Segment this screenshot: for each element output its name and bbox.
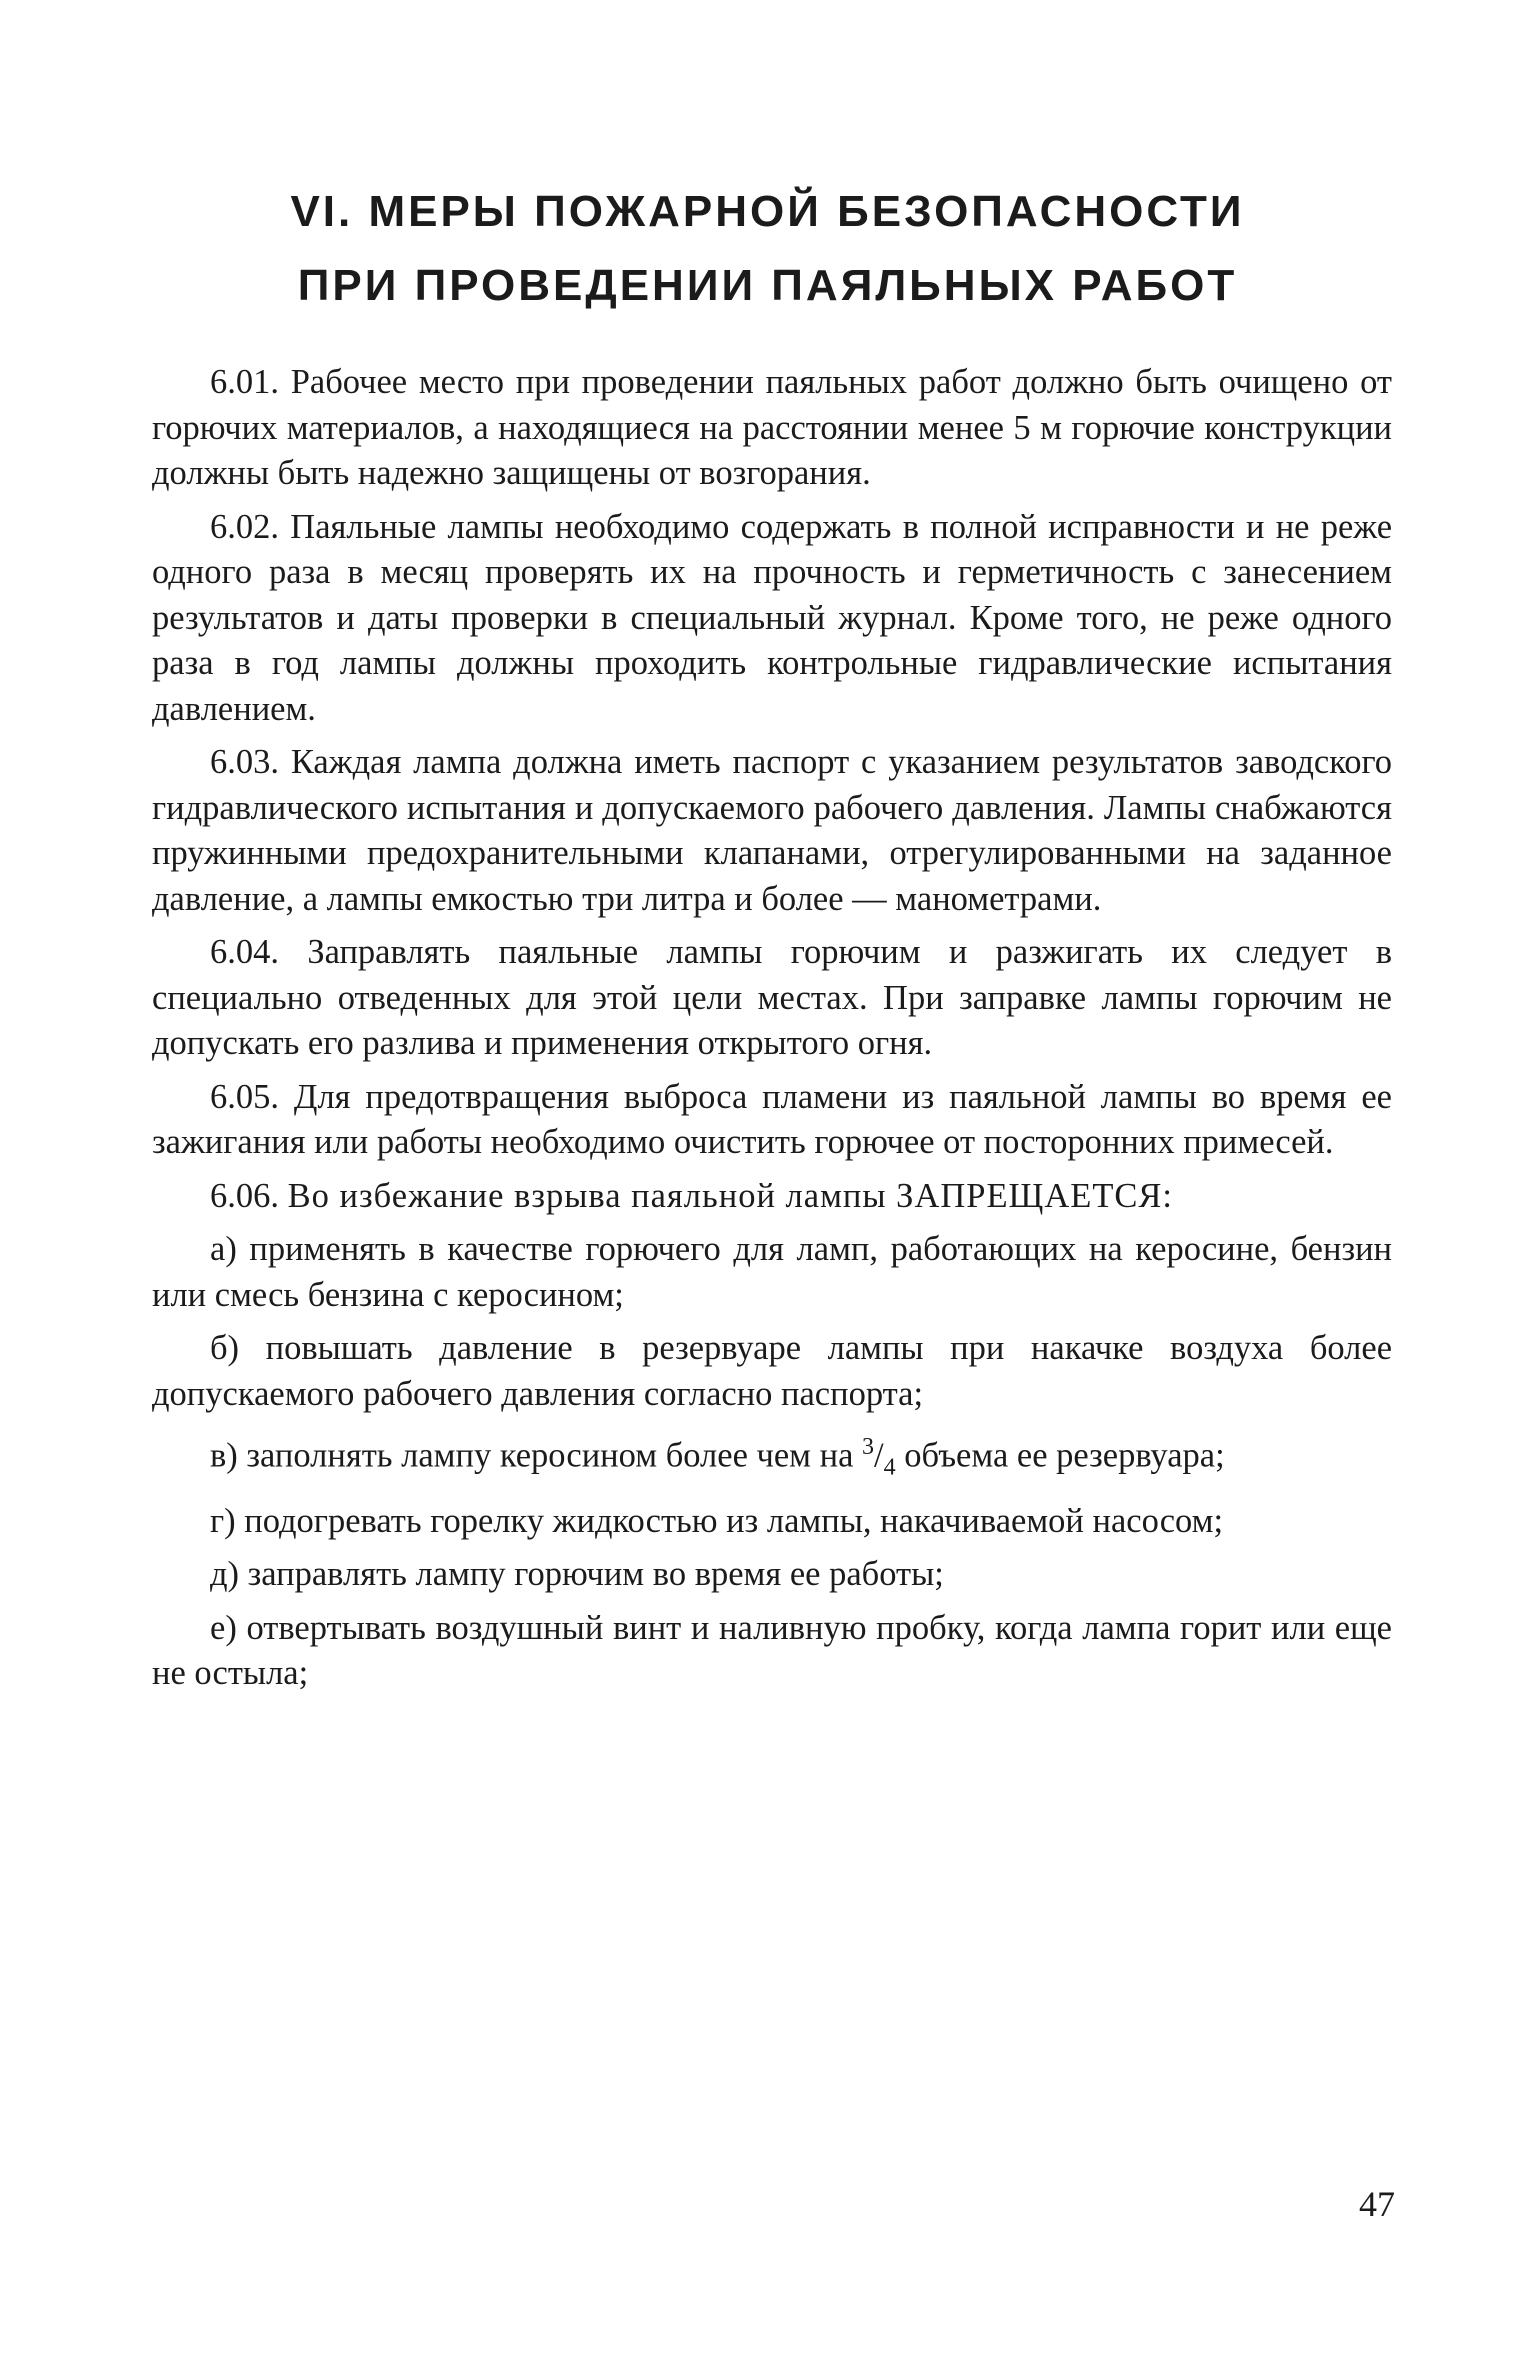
fraction-numerator: 3 xyxy=(862,1434,875,1460)
list-item-letter: в) xyxy=(210,1436,238,1475)
list-item-g xyxy=(152,1499,1392,1545)
fraction-denominator: 4 xyxy=(883,1454,896,1481)
list-item-text: заполнять лампу керосином более чем на xyxy=(246,1436,854,1475)
list-item-text: отвертывать воздушный винт и наливную пробку, когда лампа горит или еще не остыла; xyxy=(152,1608,1392,1693)
paragraph-text: Паяльные лампы необходимо содержать в полной исправности и не реже одного раза в месяц проверять их на прочность и герметичность с занесением результатов и даты проверки в специальный журнал. Кроме того, не реже одного раза в год лампы должны проходить контрольные гидравлические испытания давлением. xyxy=(152,507,1393,728)
paragraph-text: Заправлять паяльные лампы горючим и разжигать их следует в специально отведенных для этой цели местах. При заправке лампы горючим не допускать его разлива и применения открытого огня. xyxy=(152,933,1392,1062)
section-title-line-2: ПРИ ПРОВЕДЕНИИ ПАЯЛЬНЫХ РАБОТ xyxy=(297,261,1238,310)
paragraph-6-06 xyxy=(152,1174,1392,1220)
list-item-letter: е) xyxy=(210,1608,237,1647)
paragraph-6-04 xyxy=(152,930,1392,1067)
document-body xyxy=(152,360,1392,1705)
list-item-letter: б) xyxy=(210,1329,240,1367)
list-item-b xyxy=(152,1326,1392,1417)
paragraph-6-02 xyxy=(152,505,1392,733)
paragraph-number: 6.01. xyxy=(210,363,279,401)
paragraph-text: Рабочее место при проведении паяльных работ должно быть очищено от горючих материалов, а находящиеся на расстоянии менее 5 м горючие конструкции должны быть надежно защищены от возгорания. xyxy=(152,363,1392,492)
paragraph-number: 6.06. xyxy=(210,1176,279,1215)
list-item-a xyxy=(152,1227,1392,1318)
paragraph-6-01 xyxy=(152,360,1392,497)
paragraph-number: 6.02. xyxy=(210,507,279,546)
list-item-text: повышать давление в резервуаре лампы при накачке воздуха более допускаемого рабочего давления согласно паспорта; xyxy=(152,1329,1393,1413)
paragraph-text: Во избежание взрыва паяльной лампы ЗАПРЕЩАЕТСЯ: xyxy=(287,1176,1174,1215)
paragraph-6-03 xyxy=(152,740,1392,922)
list-item-text-continued: объема ее резервуара; xyxy=(904,1436,1225,1475)
list-item-v: в) заполнять лампу керосином более чем на $^3/_4$ объема ее резервуара; xyxy=(210,1434,1225,1481)
list-item-text: подогревать горелку жидкостью из лампы, накачиваемой насосом; xyxy=(244,1501,1224,1540)
paragraph-6-05 xyxy=(152,1075,1392,1166)
list-item-letter: д) xyxy=(210,1555,240,1594)
paragraph-text: Каждая лампа должна иметь паспорт с указанием результатов заводского гидравлического испытания и допускаемого рабочего давления. Лампы снабжаются пружинными предохранительными клапанами, отрегулированными на заданное давление, а лампы емкостью три литра и более — манометрами. xyxy=(152,743,1393,918)
page-number: 47 xyxy=(1359,2184,1395,2224)
list-item-text: применять в качестве горючего для ламп, работающих на керосине, бензин или смесь бензина с керосином; xyxy=(152,1230,1393,1314)
paragraph-text: Для предотвращения выброса пламени из паяльной лампы во время ее зажигания или работы необходимо очистить горючее от посторонних примесей. xyxy=(152,1077,1392,1161)
paragraph-number: 6.03. xyxy=(210,743,279,781)
list-item-d xyxy=(152,1552,1392,1598)
list-item-letter: а) xyxy=(210,1230,237,1268)
section-title-line-1: VI. МЕРЫ ПОЖАРНОЙ БЕЗОПАСНОСТИ xyxy=(290,187,1245,236)
list-item-text: заправлять лампу горючим во время ее работы; xyxy=(247,1555,944,1594)
paragraph-number: 6.04. xyxy=(210,933,279,971)
list-item-e xyxy=(152,1606,1392,1697)
list-item-letter: г) xyxy=(210,1501,236,1540)
paragraph-number: 6.05. xyxy=(210,1077,279,1116)
